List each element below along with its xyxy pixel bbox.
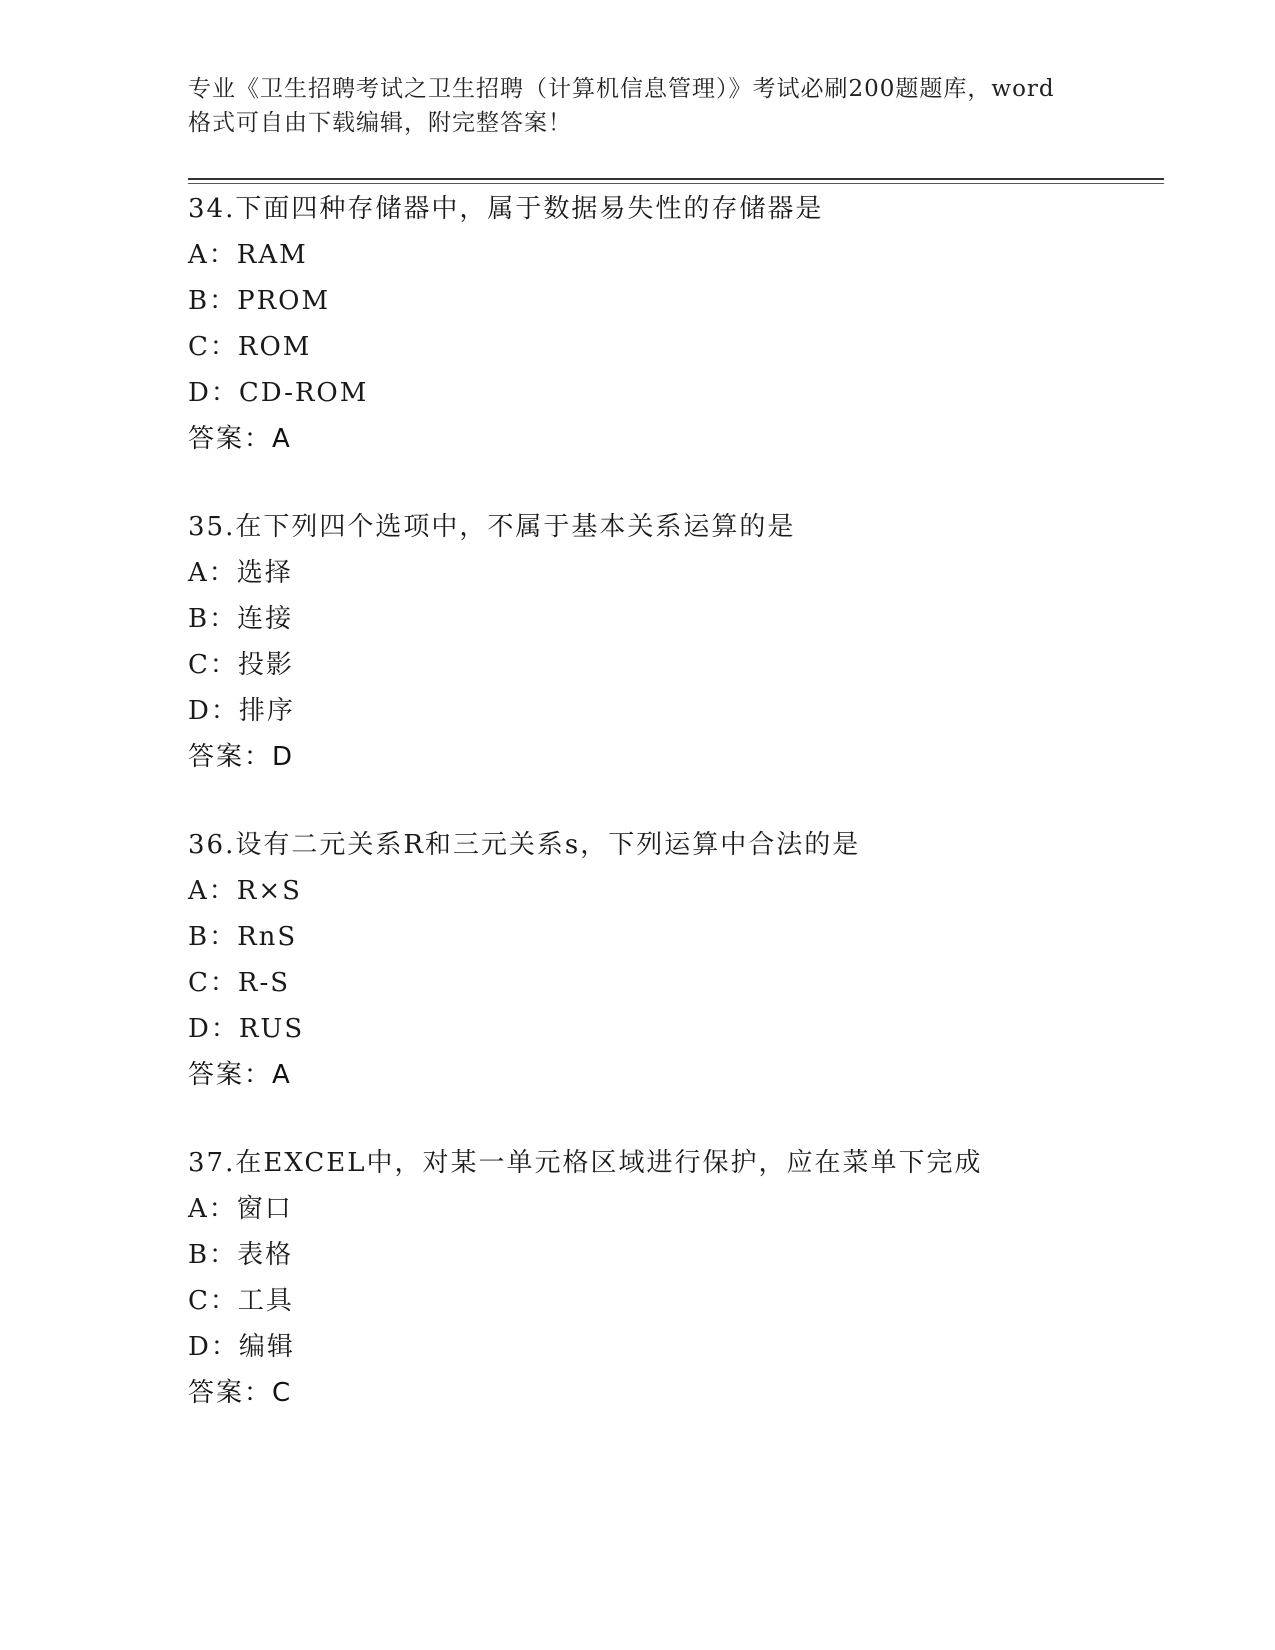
option-a: A：R×S xyxy=(188,876,302,906)
question-title: 35.在下列四个选项中，不属于基本关系运算的是 xyxy=(188,512,796,542)
header-divider-thin xyxy=(188,183,1164,184)
option-b: B：PROM xyxy=(188,286,331,316)
option-b: B：表格 xyxy=(188,1240,294,1270)
question-34 xyxy=(188,186,1168,462)
header-divider-thick xyxy=(188,178,1164,180)
answer: 答案：C xyxy=(188,1378,293,1408)
option-c: C：工具 xyxy=(188,1286,294,1316)
question-title: 36.设有二元关系R和三元关系s，下列运算中合法的是 xyxy=(188,830,861,860)
header-line-2: 格式可自由下载编辑，附完整答案！ xyxy=(188,110,572,136)
option-d: D：RUS xyxy=(188,1014,305,1044)
question-title: 37.在EXCEL中，对某一单元格区域进行保护，应在菜单下完成 xyxy=(188,1148,983,1178)
option-a: A：选择 xyxy=(188,558,293,588)
question-36 xyxy=(188,822,1168,1098)
option-c: C：ROM xyxy=(188,332,312,362)
option-c: C：投影 xyxy=(188,650,294,680)
document-header xyxy=(188,72,1088,140)
header-line-1: 专业《卫生招聘考试之卫生招聘（计算机信息管理）》考试必刷200题题库，word xyxy=(188,76,1055,102)
option-a: A：窗口 xyxy=(188,1194,293,1224)
answer: 答案：D xyxy=(188,742,295,772)
option-b: B：RnS xyxy=(188,922,298,952)
answer: 答案：A xyxy=(188,1060,292,1090)
question-35 xyxy=(188,504,1168,780)
option-b: B：连接 xyxy=(188,604,294,634)
option-d: D：CD-ROM xyxy=(188,378,369,408)
option-d: D：排序 xyxy=(188,696,295,726)
option-c: C：R-S xyxy=(188,968,291,998)
answer: 答案：A xyxy=(188,424,292,454)
question-title: 34.下面四种存储器中，属于数据易失性的存储器是 xyxy=(188,194,824,224)
question-37 xyxy=(188,1140,1168,1416)
option-a: A：RAM xyxy=(188,240,308,270)
option-d: D：编辑 xyxy=(188,1332,295,1362)
